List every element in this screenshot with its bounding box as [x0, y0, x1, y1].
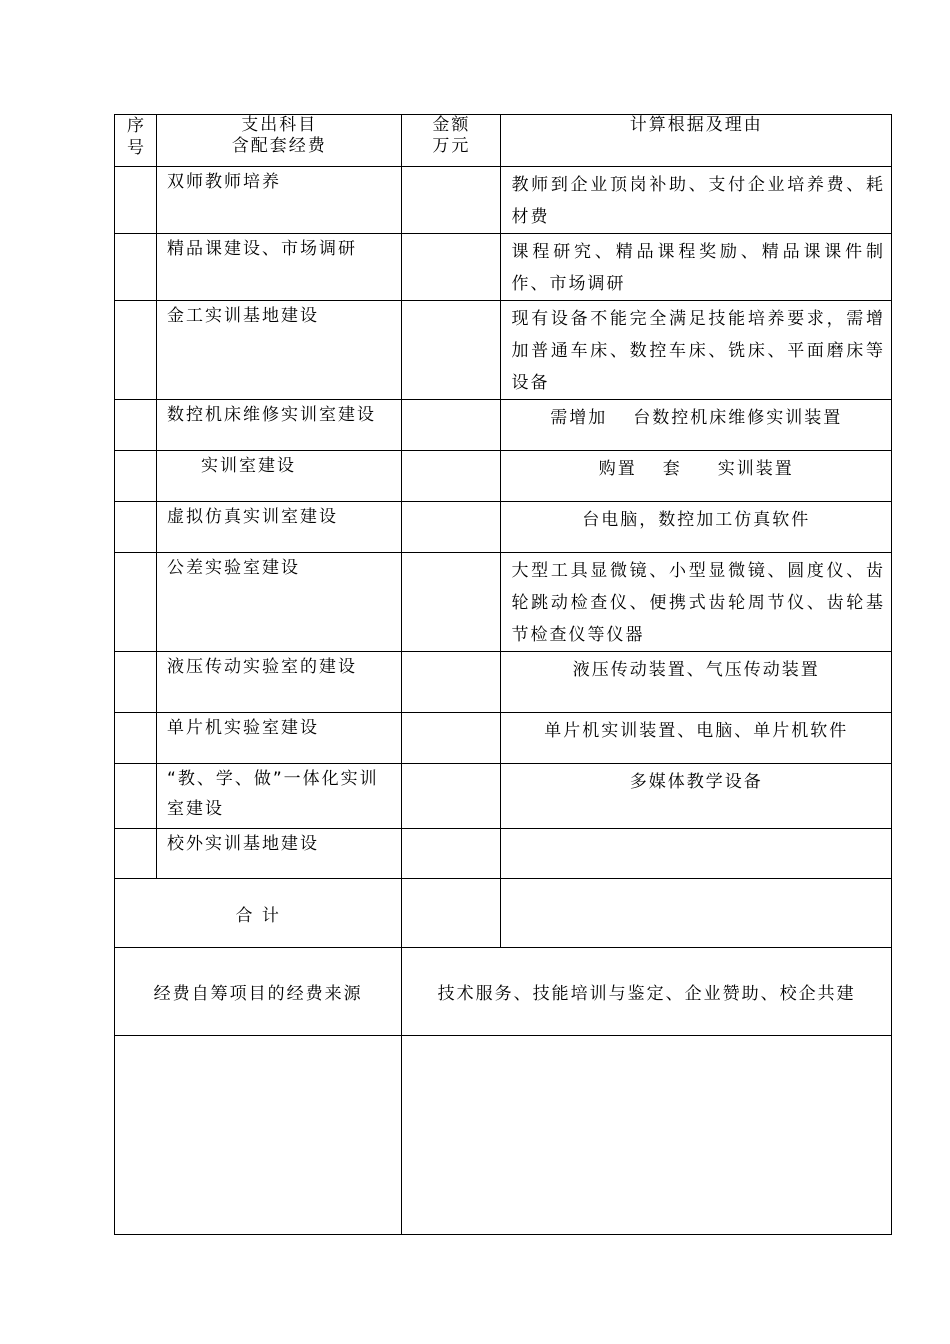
total-amount-cell — [402, 879, 501, 948]
reason-part: 需增加 — [550, 408, 608, 428]
reason-cell: 现有设备不能完全满足技能培养要求，需增加普通车床、数控车床、铣床、平面磨床等设备 — [501, 301, 892, 400]
amount-cell — [402, 451, 501, 502]
item-cell: 单片机实验室建设 — [157, 713, 402, 764]
item-cell: 公差实验室建设 — [157, 553, 402, 652]
reason-cell: 多媒体教学设备 — [501, 764, 892, 829]
table-row — [115, 652, 892, 713]
seq-cell — [115, 167, 157, 234]
seq-cell — [115, 764, 157, 829]
total-row — [115, 879, 892, 948]
table-row — [115, 502, 892, 553]
seq-cell — [115, 234, 157, 301]
total-label: 合 计 — [115, 879, 402, 948]
amount-cell — [402, 400, 501, 451]
reason-cell — [501, 829, 892, 879]
funding-source-label: 经费自筹项目的经费来源 — [115, 948, 402, 1036]
amount-cell — [402, 502, 501, 553]
amount-cell — [402, 234, 501, 301]
blank-left-cell — [115, 1036, 402, 1235]
seq-cell — [115, 301, 157, 400]
item-cell: 液压传动实验室的建设 — [157, 652, 402, 713]
header-seq: 序号 — [115, 115, 157, 167]
header-amount — [402, 115, 501, 167]
item-cell: 金工实训基地建设 — [157, 301, 402, 400]
seq-cell — [115, 652, 157, 713]
reason-cell: 教师到企业顶岗补助、支付企业培养费、耗材费 — [501, 167, 892, 234]
table-row — [115, 829, 892, 879]
budget-table — [114, 114, 892, 1235]
seq-cell — [115, 829, 157, 879]
reason-cell: 台电脑，数控加工仿真软件 — [501, 502, 892, 553]
amount-cell — [402, 764, 501, 829]
item-cell: 虚拟仿真实训室建设 — [157, 502, 402, 553]
seq-cell — [115, 502, 157, 553]
reason-part: 台数控机床维修实训装置 — [633, 408, 843, 428]
amount-cell — [402, 553, 501, 652]
header-amount-line1: 金额 — [432, 115, 471, 135]
blank-row — [115, 1036, 892, 1235]
header-row — [115, 115, 892, 167]
amount-cell — [402, 167, 501, 234]
seq-cell — [115, 713, 157, 764]
item-cell: 精品课建设、市场调研 — [157, 234, 402, 301]
item-cell: 数控机床维修实训室建设 — [157, 400, 402, 451]
header-reason: 计算根据及理由 — [501, 115, 892, 167]
funding-source-row — [115, 948, 892, 1036]
amount-cell — [402, 713, 501, 764]
table-row — [115, 451, 892, 502]
reason-part: 购置 — [598, 459, 637, 479]
reason-cell: 单片机实训装置、电脑、单片机软件 — [501, 713, 892, 764]
item-cell: 实训室建设 — [157, 451, 402, 502]
header-item-line2: 含配套经费 — [231, 136, 327, 156]
seq-cell — [115, 553, 157, 652]
header-item — [157, 115, 402, 167]
table-row — [115, 234, 892, 301]
amount-cell — [402, 652, 501, 713]
item-cell: 校外实训基地建设 — [157, 829, 402, 879]
reason-cell: 液压传动装置、气压传动装置 — [501, 652, 892, 713]
reason-part: 实训装置 — [717, 459, 794, 479]
reason-cell: 课程研究、精品课程奖励、精品课课件制作、市场调研 — [501, 234, 892, 301]
blank-right-cell — [402, 1036, 892, 1235]
reason-cell — [501, 400, 892, 451]
header-amount-line2: 万元 — [432, 136, 471, 156]
table-row — [115, 301, 892, 400]
reason-cell: 大型工具显微镜、小型显微镜、圆度仪、齿轮跳动检查仪、便携式齿轮周节仪、齿轮基节检查仪等仪器 — [501, 553, 892, 652]
seq-cell — [115, 400, 157, 451]
reason-part: 套 — [662, 459, 682, 479]
amount-cell — [402, 301, 501, 400]
table-row — [115, 764, 892, 829]
item-cell: “教、学、做”一体化实训室建设 — [157, 764, 402, 829]
reason-cell — [501, 451, 892, 502]
amount-cell — [402, 829, 501, 879]
table-row — [115, 167, 892, 234]
item-cell: 双师教师培养 — [157, 167, 402, 234]
table-row — [115, 400, 892, 451]
funding-source-value: 技术服务、技能培训与鉴定、企业赞助、校企共建 — [402, 948, 892, 1036]
header-item-line1: 支出科目 — [241, 115, 318, 135]
total-reason-cell — [501, 879, 892, 948]
table-row — [115, 553, 892, 652]
table-row — [115, 713, 892, 764]
seq-cell — [115, 451, 157, 502]
